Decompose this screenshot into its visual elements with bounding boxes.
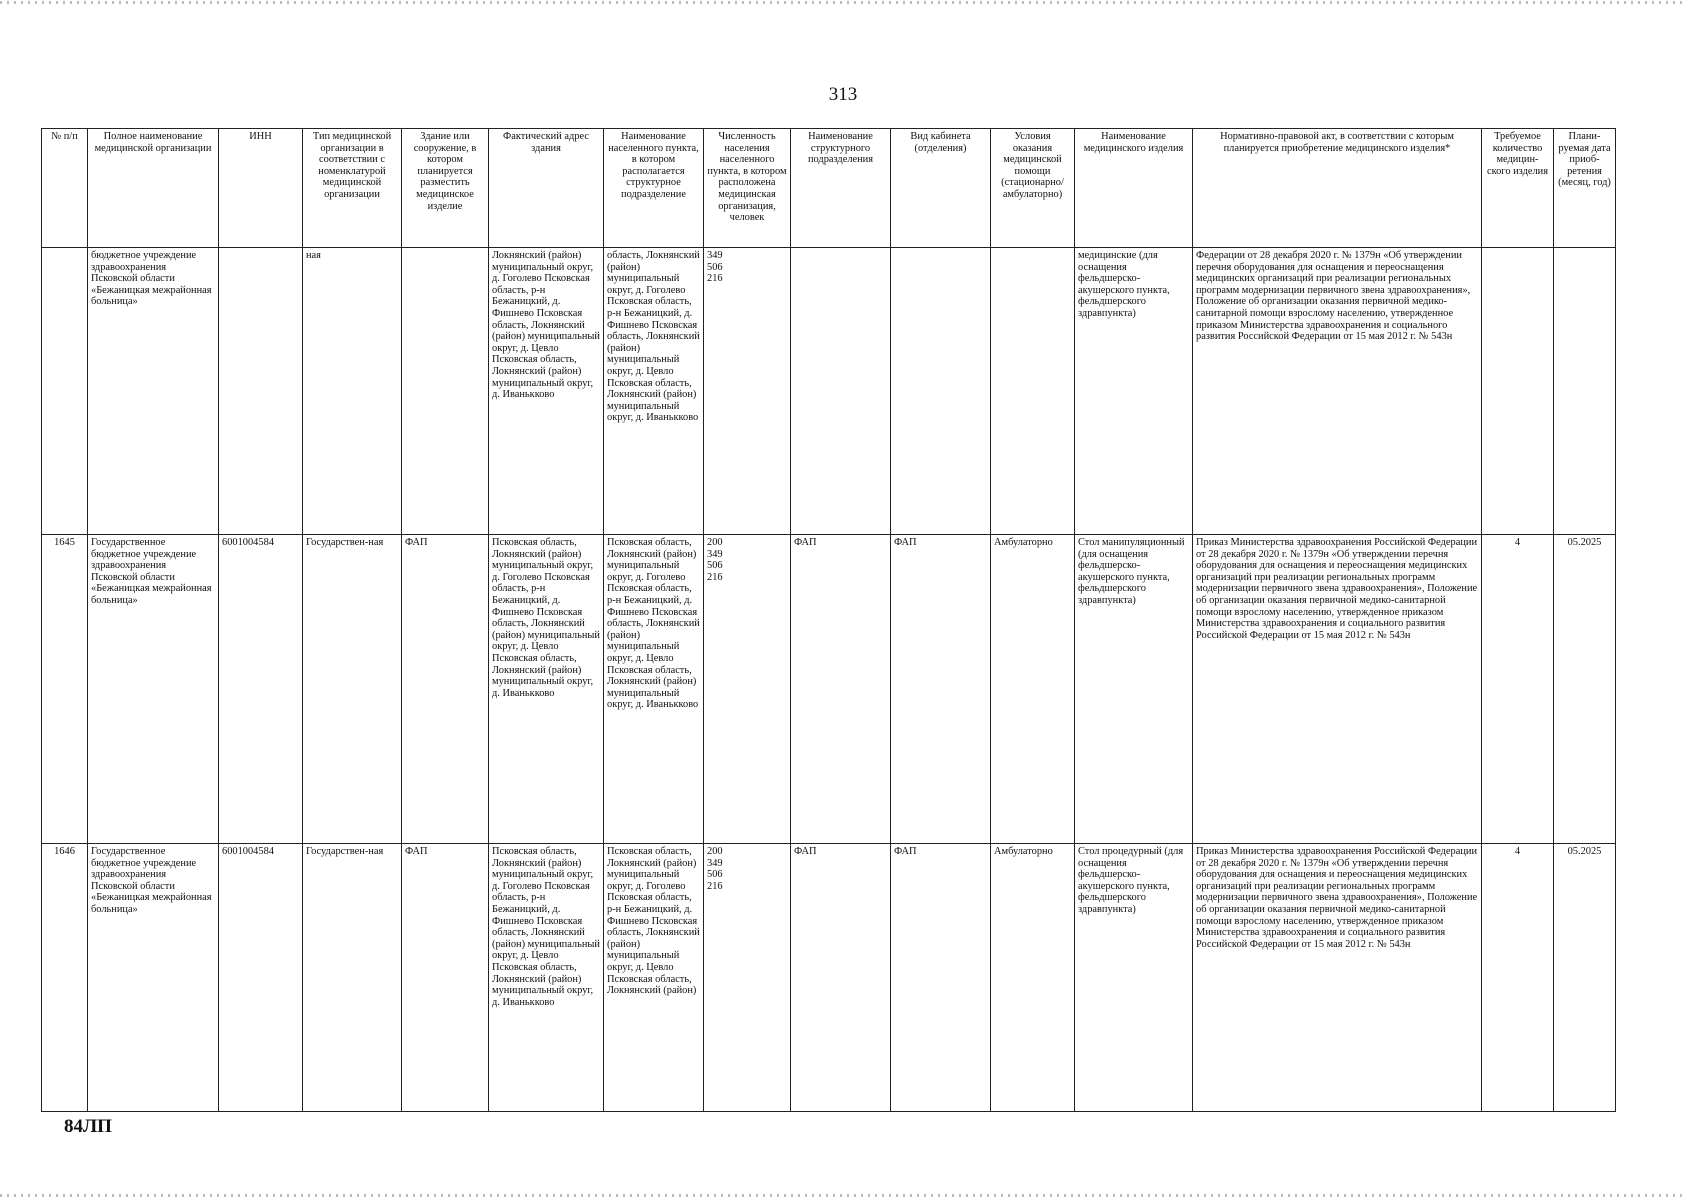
cell-qty: 4	[1482, 844, 1554, 1112]
cell-num: 1646	[42, 844, 88, 1112]
col-header-type: Тип медицинской организации в соответствии с номенклатурой медицинской организации	[303, 129, 402, 248]
cell-conditions	[991, 248, 1075, 535]
document-code: 84ЛП	[64, 1116, 112, 1137]
col-header-qty: Требуемое количество медицин-ского изделия	[1482, 129, 1554, 248]
col-header-unit: Наименование структурного подразделения	[791, 129, 891, 248]
scan-edge-top	[0, 1, 1686, 4]
cell-address: Псковская область, Локнянский (район) муниципальный округ, д. Гоголево Псковская область, р-н Бежаницкий, д. Фишнево Псковская область, Локнянский (район) муниципальный округ, д. Цевло Псковская область, Локнянский (район) муниципальный округ, д. Иванькково	[489, 844, 604, 1112]
cell-type: Государствен-ная	[303, 535, 402, 844]
cell-room	[891, 248, 991, 535]
cell-org: бюджетное учреждение здравоохранения Псковской области «Бежаницкая межрайонная больница»	[88, 248, 219, 535]
cell-unit: ФАП	[791, 535, 891, 844]
table-header-row	[42, 129, 1616, 248]
cell-org: Государственное бюджетное учреждение здравоохранения Псковской области «Бежаницкая межрайонная больница»	[88, 535, 219, 844]
cell-population: 200 349 506 216	[704, 844, 791, 1112]
cell-building	[402, 248, 489, 535]
cell-date	[1554, 248, 1616, 535]
page-number: 313	[828, 84, 858, 105]
cell-room: ФАП	[891, 535, 991, 844]
col-header-building: Здание или сооружение, в котором планируется разместить медицинское изделие	[402, 129, 489, 248]
cell-act: Федерации от 28 декабря 2020 г. № 1379н «Об утверждении перечня оборудования для оснащения и переоснащения медицинских организаций при реализации региональных программ модернизации первичного звена здравоохранения», Положение об организации оказания первичной медико-санитарной помощи взрослому населению, утвержденное приказом Министерства здравоохранения и социального развития Российской Федерации от 15 мая 2012 г. № 543н	[1193, 248, 1482, 535]
cell-date: 05.2025	[1554, 844, 1616, 1112]
table-row	[42, 535, 1616, 844]
cell-building: ФАП	[402, 535, 489, 844]
col-header-address: Фактический адрес здания	[489, 129, 604, 248]
col-header-act: Нормативно-правовой акт, в соответствии с которым планируется приобретение медицинского изделия*	[1193, 129, 1482, 248]
col-header-inn: ИНН	[219, 129, 303, 248]
cell-inn: 6001004584	[219, 535, 303, 844]
cell-building: ФАП	[402, 844, 489, 1112]
table-row	[42, 248, 1616, 535]
col-header-population: Численность населения населенного пункта, в котором расположена медицинская организация, человек	[704, 129, 791, 248]
col-header-locality: Наименование населенного пункта, в котором располагается структурное подразделение	[604, 129, 704, 248]
col-header-date: Плани-руемая дата приоб-ретения (месяц, год)	[1554, 129, 1616, 248]
cell-num: 1645	[42, 535, 88, 844]
cell-locality: Псковская область, Локнянский (район) муниципальный округ, д. Гоголево Псковская область, р-н Бежаницкий, д. Фишнево Псковская область, Локнянский (район) муниципальный округ, д. Цевло Псковская область, Локнянский (район) муниципальный округ, д. Иванькково	[604, 535, 704, 844]
cell-act: Приказ Министерства здравоохранения Российской Федерации от 28 декабря 2020 г. № 1379н «Об утверждении перечня оборудования для оснащения и переоснащения медицинских организаций при реализации региональных программ модернизации первичного звена здравоохранения», Положение об организации оказания первичной медико-санитарной помощи взрослому населению, утвержденное приказом Министерства здравоохранения и социального развития Российской Федерации от 15 мая 2012 г. № 543н	[1193, 844, 1482, 1112]
cell-room: ФАП	[891, 844, 991, 1112]
cell-device: Стол манипуляционный (для оснащения фельдшерско-акушерского пункта, фельдшерского здравпункта)	[1075, 535, 1193, 844]
cell-population: 349 506 216	[704, 248, 791, 535]
scan-edge-bottom	[0, 1194, 1686, 1197]
cell-conditions: Амбулаторно	[991, 535, 1075, 844]
cell-device: медицинские (для оснащения фельдшерско-акушерского пункта, фельдшерского здравпункта)	[1075, 248, 1193, 535]
cell-unit	[791, 248, 891, 535]
cell-qty	[1482, 248, 1554, 535]
cell-org: Государственное бюджетное учреждение здравоохранения Псковской области «Бежаницкая межрайонная больница»	[88, 844, 219, 1112]
cell-conditions: Амбулаторно	[991, 844, 1075, 1112]
cell-locality: область, Локнянский (район) муниципальный округ, д. Гоголево Псковская область, р-н Бежаницкий, д. Фишнево Псковская область, Локнянский (район) муниципальный округ, д. Цевло Псковская область, Локнянский (район) муниципальный округ, д. Иванькково	[604, 248, 704, 535]
cell-device: Стол процедурный (для оснащения фельдшерско-акушерского пункта, фельдшерского здравпункта)	[1075, 844, 1193, 1112]
cell-inn	[219, 248, 303, 535]
cell-type: ная	[303, 248, 402, 535]
col-header-num: № п/п	[42, 129, 88, 248]
col-header-device: Наименование медицинского изделия	[1075, 129, 1193, 248]
cell-unit: ФАП	[791, 844, 891, 1112]
cell-population: 200 349 506 216	[704, 535, 791, 844]
col-header-room: Вид кабинета (отделения)	[891, 129, 991, 248]
cell-qty: 4	[1482, 535, 1554, 844]
cell-date: 05.2025	[1554, 535, 1616, 844]
cell-num	[42, 248, 88, 535]
equipment-table	[41, 128, 1616, 1112]
cell-act: Приказ Министерства здравоохранения Российской Федерации от 28 декабря 2020 г. № 1379н «Об утверждении перечня оборудования для оснащения и переоснащения медицинских организаций при реализации региональных программ модернизации первичного звена здравоохранения», Положение об организации оказания первичной медико-санитарной помощи взрослому населению, утвержденное приказом Министерства здравоохранения и социального развития Российской Федерации от 15 мая 2012 г. № 543н	[1193, 535, 1482, 844]
cell-address: Локнянский (район) муниципальный округ, д. Гоголево Псковская область, р-н Бежаницкий, д. Фишнево Псковская область, Локнянский (район) муниципальный округ, д. Цевло Псковская область, Локнянский (район) муниципальный округ, д. Иванькково	[489, 248, 604, 535]
table-row	[42, 844, 1616, 1112]
cell-address: Псковская область, Локнянский (район) муниципальный округ, д. Гоголево Псковская область, р-н Бежаницкий, д. Фишнево Псковская область, Локнянский (район) муниципальный округ, д. Цевло Псковская область, Локнянский (район) муниципальный округ, д. Иванькково	[489, 535, 604, 844]
col-header-conditions: Условия оказания медицинской помощи (стационарно/ амбулаторно)	[991, 129, 1075, 248]
cell-type: Государствен-ная	[303, 844, 402, 1112]
cell-inn: 6001004584	[219, 844, 303, 1112]
col-header-org: Полное наименование медицинской организации	[88, 129, 219, 248]
cell-locality: Псковская область, Локнянский (район) муниципальный округ, д. Гоголево Псковская область, р-н Бежаницкий, д. Фишнево Псковская область, Локнянский (район) муниципальный округ, д. Цевло Псковская область, Локнянский (район)	[604, 844, 704, 1112]
